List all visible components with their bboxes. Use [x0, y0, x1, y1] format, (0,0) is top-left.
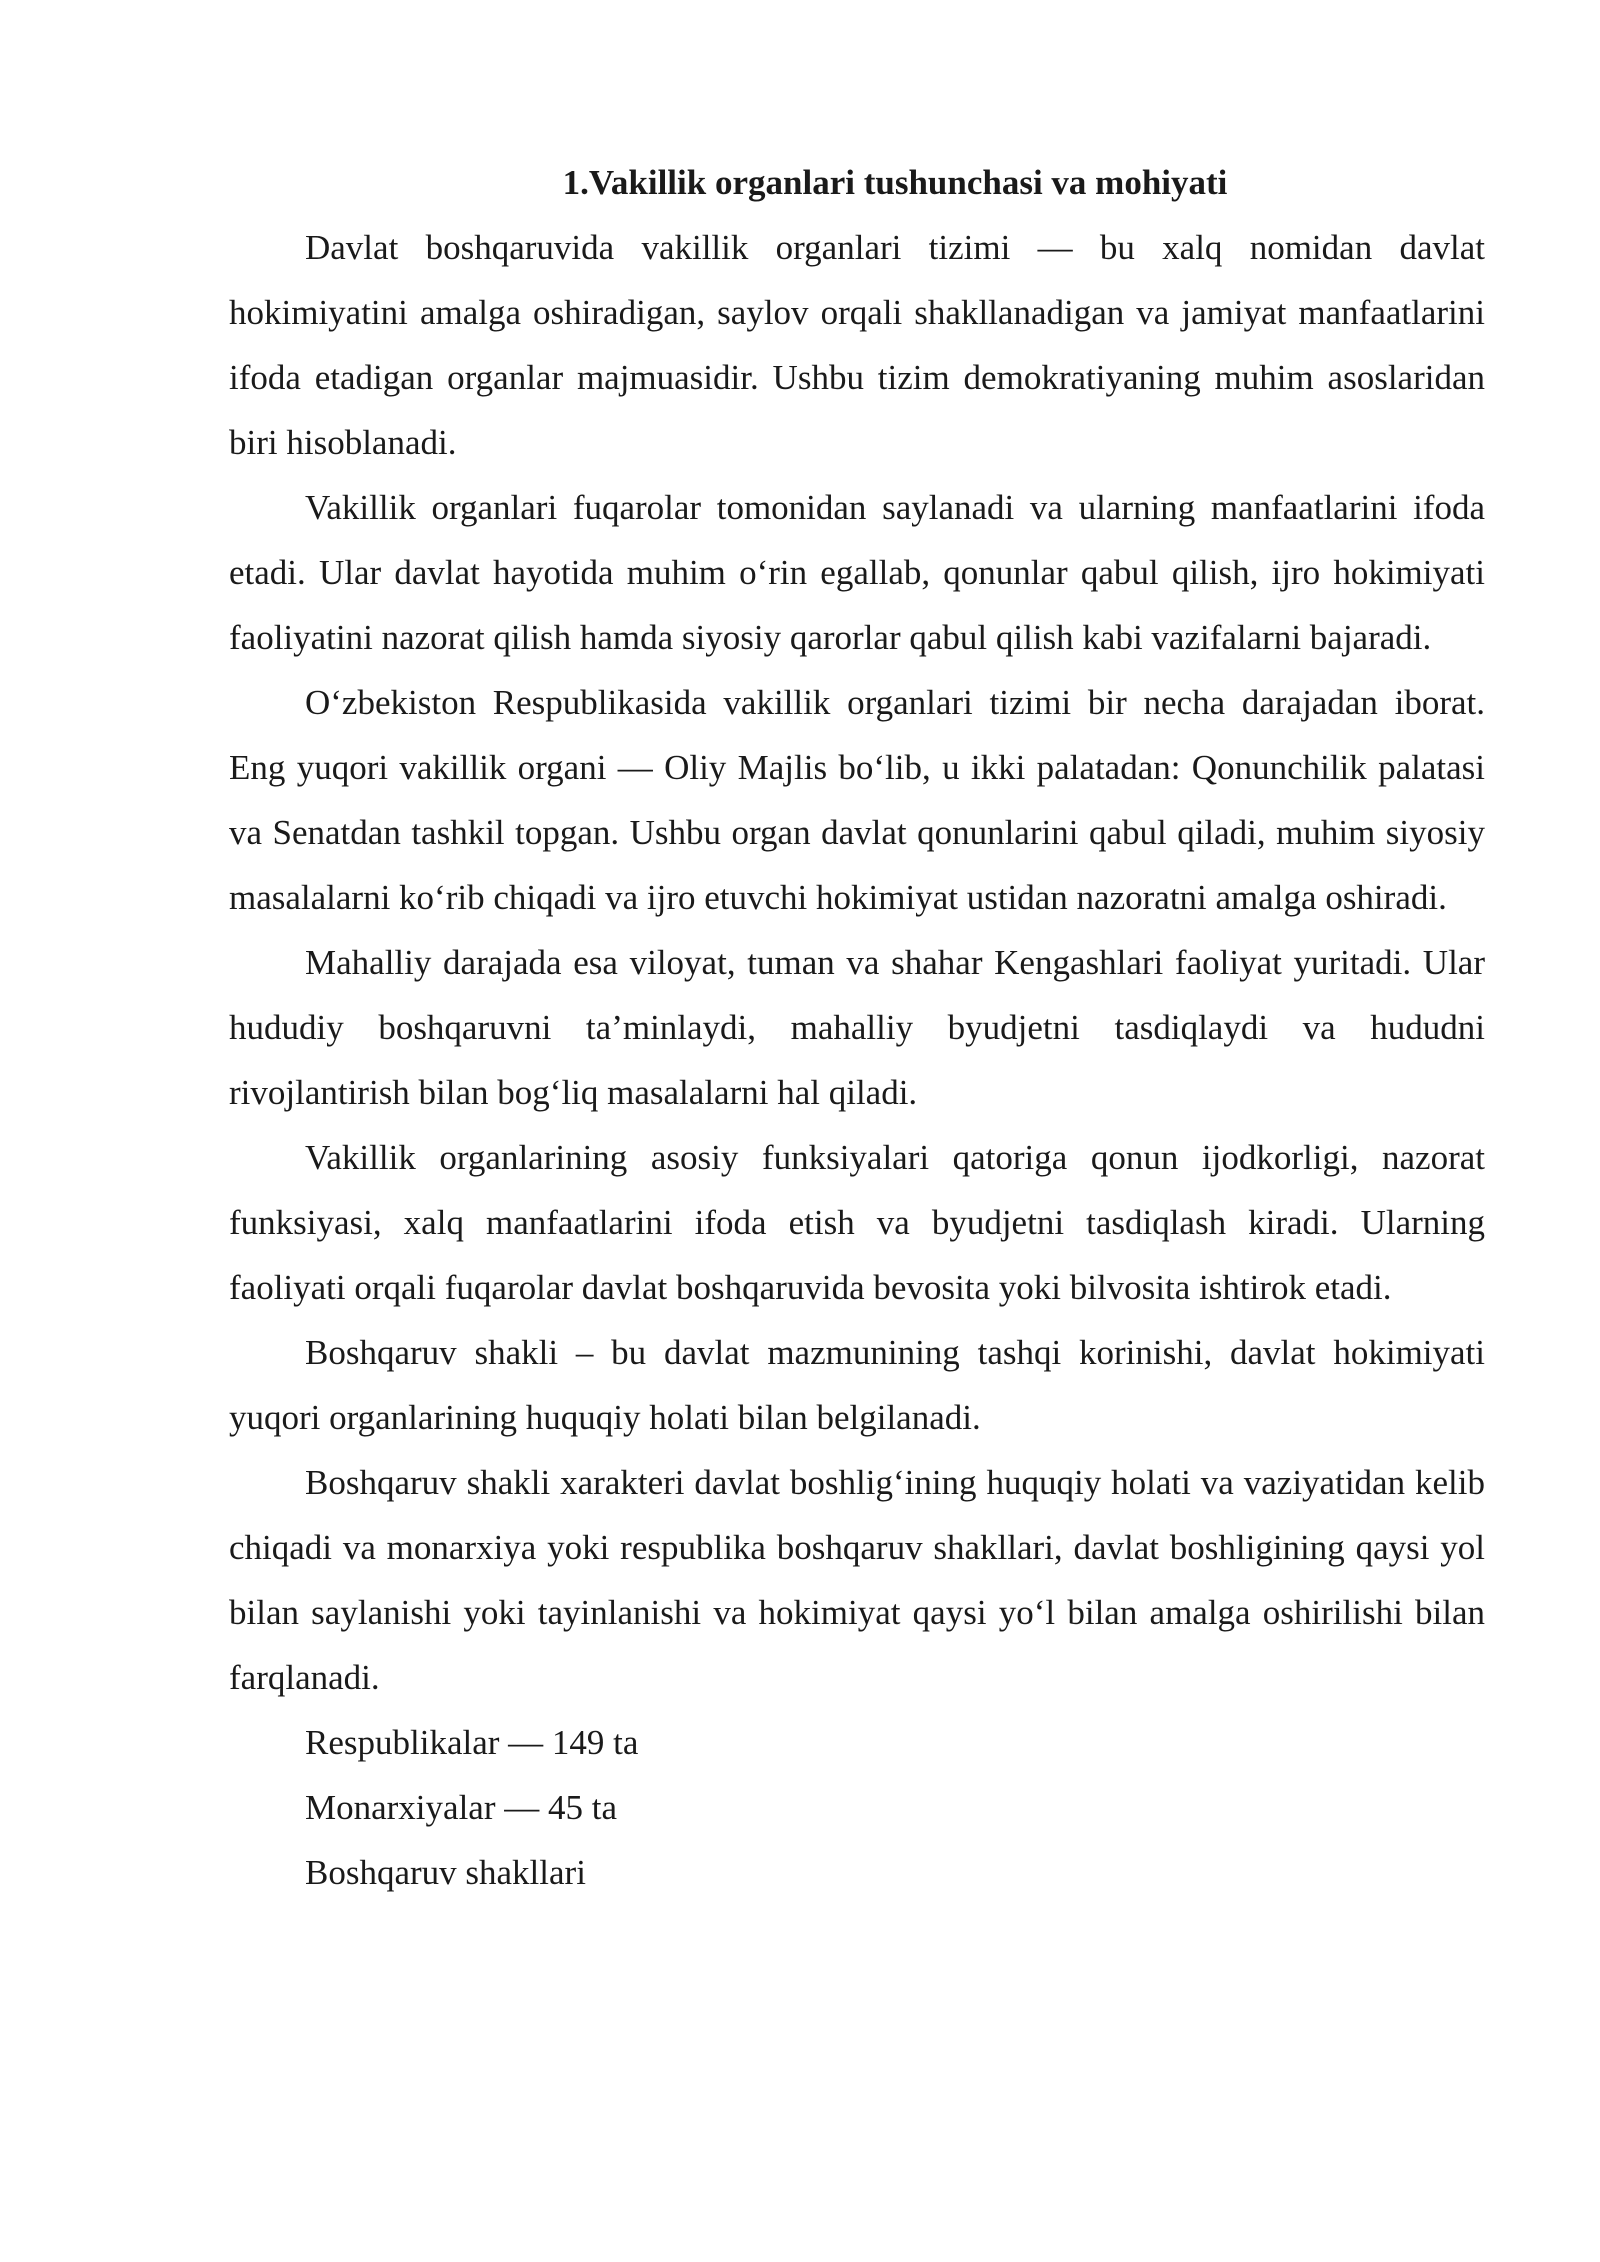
- paragraph-oliy-majlis: O‘zbekiston Respublikasida vakillik organlari tizimi bir necha darajadan iborat. Eng yuqori vakillik organi — Oliy Majlis bo‘lib, u ikki palatadan: Qonunchilik palatasi va Senatdan tashkil topgan. Ushbu organ davlat qonunlarini qabul qiladi, muhim siyosiy masalalarni ko‘rib chiqadi va ijro etuvchi hokimiyat ustidan nazoratni amalga oshiradi.: [229, 683, 1485, 917]
- paragraph-functions: Vakillik organlarining asosiy funksiyalari qatoriga qonun ijodkorligi, nazorat funksiyasi, xalq manfaatlarini ifoda etish va byudjetni tasdiqlash kiradi. Ularning faoliyati orqali fuqarolar davlat boshqaruvida bevosita yoki bilvosita ishtirok etadi.: [229, 1138, 1485, 1307]
- paragraph-elected-by-citizens: Vakillik organlari fuqarolar tomonidan saylanadi va ularning manfaatlarini ifoda etadi. Ular davlat hayotida muhim o‘rin egallab, qonunlar qabul qilish, ijro hokimiyati faoliyatini nazorat qilish hamda siyosiy qarorlar qabul qilish kabi vazifalarni bajaradi.: [229, 488, 1485, 657]
- line-monarchies-count: Monarxiyalar — 45 ta: [305, 1788, 617, 1827]
- paragraph-local-councils: Mahalliy darajada esa viloyat, tuman va shahar Kengashlari faoliyat yuritadi. Ular hududiy boshqaruvni ta’minlaydi, mahalliy byudjetni tasdiqlaydi va hududni rivojlantirish bilan bog‘liq masalalarni hal qiladi.: [229, 943, 1485, 1112]
- paragraph-form-of-government: Boshqaruv shakli – bu davlat mazmunining tashqi korinishi, davlat hokimiyati yuqori organlarining huquqiy holati bilan belgilanadi.: [229, 1333, 1485, 1437]
- paragraph-form-character: Boshqaruv shakli xarakteri davlat boshlig‘ining huquqiy holati va vaziyatidan kelib chiqadi va monarxiya yoki respublika boshqaruv shakllari, davlat boshligining qaysi yol bilan saylanishi yoki tayinlanishi va hokimiyat qaysi yo‘l bilan amalga oshirilishi bilan farqlanadi.: [229, 1463, 1485, 1697]
- section-heading: 1.Vakillik organlari tushunchasi va mohiyati: [562, 163, 1228, 202]
- paragraph-representative-system: Davlat boshqaruvida vakillik organlari tizimi — bu xalq nomidan davlat hokimiyatini amalga oshiradigan, saylov orqali shakllanadigan va jamiyat manfaatlarini ifoda etadigan organlar majmuasidir. Ushbu tizim demokratiyaning muhim asoslaridan biri hisoblanadi.: [229, 228, 1485, 462]
- line-forms-of-government: Boshqaruv shakllari: [305, 1853, 586, 1892]
- document-body: [229, 150, 1485, 1905]
- line-republics-count: Respublikalar — 149 ta: [305, 1723, 639, 1762]
